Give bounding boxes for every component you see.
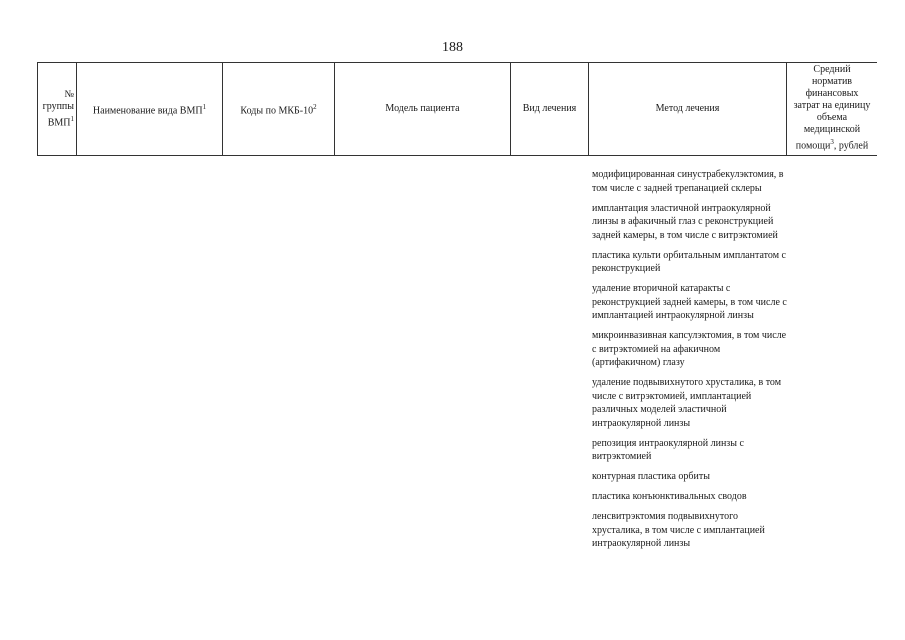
header-norm-line: финансовых bbox=[805, 88, 859, 99]
header-group-number bbox=[37, 63, 77, 155]
footnote-mark: 3 bbox=[830, 138, 834, 146]
footnote-mark: 1 bbox=[70, 114, 74, 123]
header-icd-codes bbox=[223, 63, 335, 155]
header-treatment-method-text: Метод лечения bbox=[655, 103, 720, 114]
footnote-mark: 2 bbox=[313, 102, 317, 111]
header-treatment-type bbox=[511, 63, 589, 155]
treatment-methods-list bbox=[592, 168, 787, 557]
header-vmp-name bbox=[77, 63, 223, 155]
header-treatment-type-text: Вид лечения bbox=[522, 103, 577, 114]
header-norm-line: затрат на единицу bbox=[793, 100, 871, 111]
header-norm-tail: , рублей bbox=[833, 140, 869, 152]
method-item: контурная пластика орбиты bbox=[592, 471, 710, 482]
header-vmp-name-text: Наименование вида ВМП bbox=[92, 105, 203, 117]
footnote-mark: 1 bbox=[202, 102, 207, 111]
header-norm-line: помощи bbox=[795, 140, 831, 152]
method-item: пластика культи орбитальным имплантатом с реконструкцией bbox=[592, 249, 786, 274]
method-item: ленсвитрэктомия подвывихнутого хрусталика, в том числе с имплантацией интраокулярной линзы bbox=[592, 511, 765, 549]
method-item: имплантация эластичной интраокулярной линзы в афакичный глаз с реконструкцией задней камеры, в том числе с витрэктомией bbox=[592, 202, 778, 241]
method-item: репозиция интраокулярной линзы с витрэктомией bbox=[592, 437, 744, 462]
header-icd-codes-text: Коды по МКБ-10 bbox=[240, 105, 314, 117]
table-header bbox=[37, 62, 877, 156]
header-norm-line: объема bbox=[816, 112, 848, 123]
header-group-number-line2: группы bbox=[42, 100, 74, 112]
header-norm-line: норматив bbox=[811, 76, 853, 87]
header-norm-line: Средний bbox=[813, 64, 851, 75]
header-treatment-method bbox=[589, 63, 787, 155]
header-patient-model bbox=[335, 63, 511, 155]
method-item: удаление подвывихнутого хрусталика, в том числе с витрэктомией, имплантацией различных моделей эластичной интраокулярной линзы bbox=[592, 377, 782, 429]
header-financial-norm bbox=[787, 63, 877, 155]
method-item: микроинвазивная капсулэктомия, в том числе с витрэктомией на афакичном (артифакичном) глазу bbox=[592, 330, 787, 368]
header-group-number-line1: № bbox=[64, 88, 74, 100]
method-item: удаление вторичной катаракты с реконструкцией задней камеры, в том числе с имплантацией интраокулярной линзы bbox=[592, 283, 787, 321]
method-item: модифицированная синустрабекулэктомия, в том числе с задней трепанацией склеры bbox=[592, 169, 784, 194]
header-patient-model-text: Модель пациента bbox=[385, 103, 460, 114]
header-norm-line: медицинской bbox=[803, 124, 861, 135]
header-group-number-line3: ВМП bbox=[47, 117, 71, 129]
method-item: пластика конъюнктивальных сводов bbox=[592, 491, 747, 502]
page-number: 188 bbox=[442, 40, 463, 55]
